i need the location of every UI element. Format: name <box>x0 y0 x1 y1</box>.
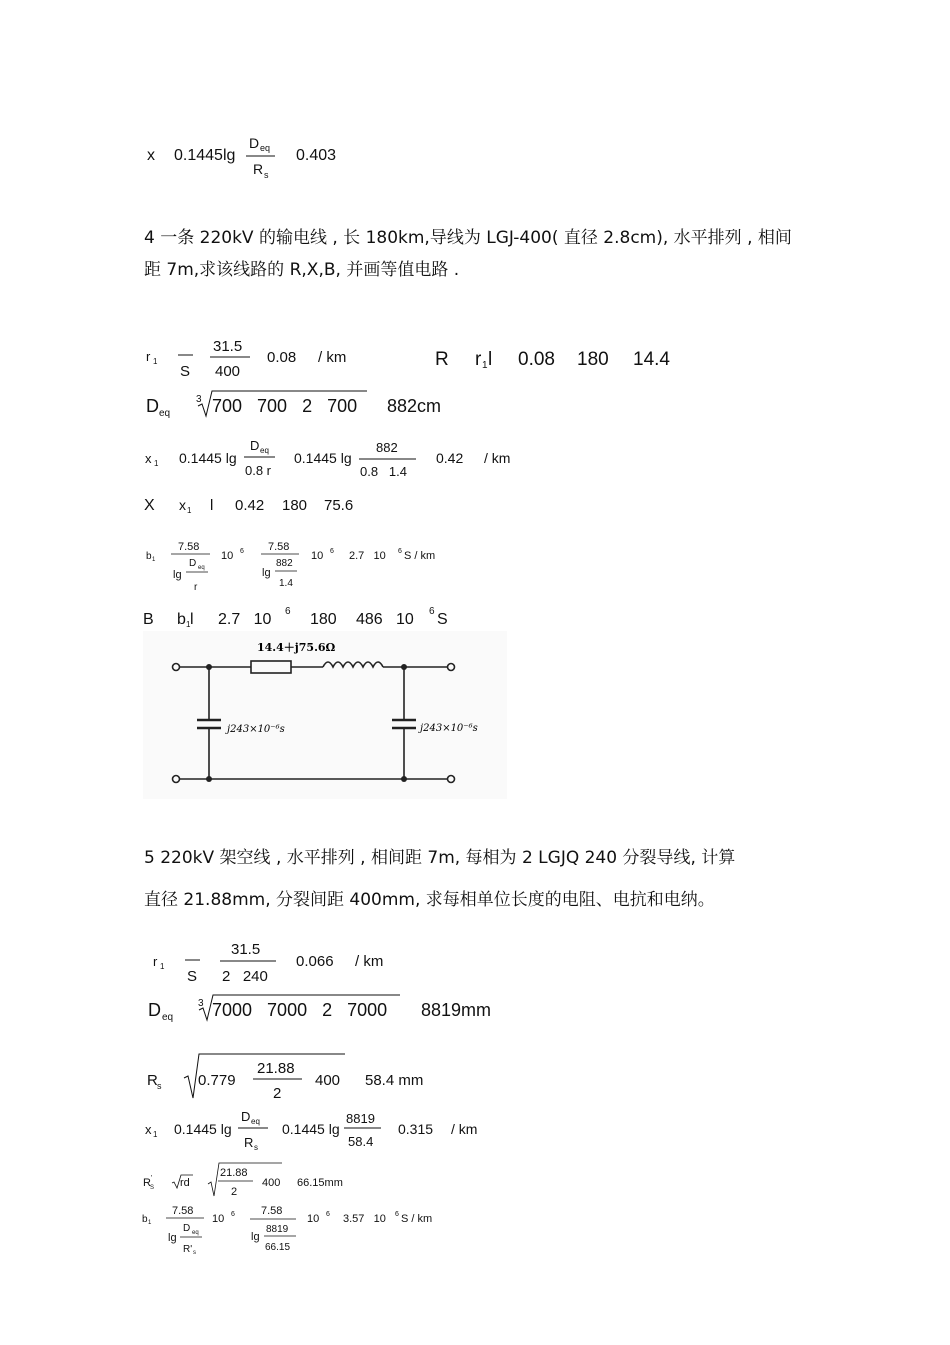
eq-num: 7.58 <box>268 541 290 553</box>
eq-value: 2.7 10 <box>349 550 386 562</box>
eq-unit: / km <box>355 953 384 970</box>
eq-coef: 0.1445 lg <box>179 450 237 466</box>
eq-num: 21.88 <box>257 1060 295 1077</box>
eq-unit: S / km <box>401 1213 433 1225</box>
eq-value: 882cm <box>387 396 442 416</box>
eq-lhs-sub: 1 <box>153 357 158 366</box>
eq-lhs: r <box>146 349 151 364</box>
eq-lhs-sub: 1 <box>153 1130 158 1139</box>
formula-den-sub: s <box>264 170 269 180</box>
eq-radicand: 7000 7000 2 7000 <box>212 1000 388 1020</box>
eq-l: l <box>210 497 214 514</box>
eq-den: R <box>244 1135 254 1150</box>
eq-exponent: 6 <box>240 548 244 555</box>
eq-unit: / km <box>484 450 511 466</box>
eq-lhs-sub: S <box>150 1185 155 1191</box>
root-index: 3 <box>198 998 204 1009</box>
eq-lhs: R <box>143 1177 151 1189</box>
eq-r-sub: 1 <box>482 360 488 371</box>
eq-l: l <box>488 349 493 370</box>
eq-num: D <box>189 558 197 569</box>
eq-num: D <box>250 438 260 453</box>
eq-lhs-sub: 1 <box>152 557 156 563</box>
eq-term: 180 <box>310 611 337 628</box>
eq-rd: rd <box>180 1177 190 1189</box>
eq-lhs: b <box>146 551 152 562</box>
eq-num: 8819 <box>266 1224 289 1235</box>
eq-unit: / km <box>318 349 347 366</box>
eq-den: 2 <box>273 1085 282 1102</box>
eq-p5-Rs-prime <box>143 1163 343 1198</box>
eq-den: 0.8 1.4 <box>360 464 407 479</box>
eq-x: x <box>179 497 186 513</box>
eq-radicand: 700 700 2 700 <box>212 396 358 416</box>
right-admittance-label: j243×10⁻⁶s <box>420 723 478 734</box>
eq-value: 0.315 <box>398 1121 434 1137</box>
eq-num-sub: eq <box>198 565 205 571</box>
eq-l: l <box>190 611 194 628</box>
eq-den-s: S <box>180 363 191 380</box>
eq-coef: 0.1445 lg <box>174 1121 232 1137</box>
eq-coef: 0.1445 lg <box>294 450 352 466</box>
eq-b: b <box>177 611 186 628</box>
eq-exponent: 6 <box>429 606 435 617</box>
eq-lhs: D <box>146 396 159 416</box>
eq-term: 180 <box>282 497 308 514</box>
eq-num: 882 <box>376 440 398 455</box>
eq-num-sub: eq <box>260 446 269 455</box>
eq-lhs: x <box>145 1122 152 1137</box>
eq-den: 0.8 r <box>245 463 272 478</box>
eq-p5-r1 <box>153 941 383 985</box>
eq-den-sub: s <box>254 1143 258 1152</box>
eq-value: 75.6 <box>324 497 354 514</box>
eq-unit: S / km <box>404 550 436 562</box>
eq-value: 58.4 mm <box>365 1072 424 1089</box>
formula-num-sub: eq <box>260 143 271 153</box>
left-admittance-label: j243×10⁻⁶s <box>227 724 285 735</box>
eq-den: 2 240 <box>222 968 268 985</box>
eq-num: D <box>241 1109 251 1124</box>
impedance-label: 14.4＋j75.6Ω <box>257 641 336 654</box>
eq-term: 0.779 <box>198 1072 236 1089</box>
eq-lhs-sub: eq <box>162 1012 174 1023</box>
eq-lg: lg <box>173 569 182 581</box>
eq-r: r <box>475 349 482 370</box>
eq-lhs: D <box>148 1000 161 1020</box>
eq-num: 8819 <box>346 1111 375 1126</box>
eq-den: 2 <box>231 1186 238 1198</box>
eq-lg: lg <box>251 1231 260 1243</box>
formula-den: R <box>253 161 264 177</box>
problem-4-line-2: 距 7m,求该线路的 R,X,B, 并画等值电路 . <box>144 260 460 280</box>
eq-num: 31.5 <box>213 338 243 355</box>
eq-num-sub: eq <box>192 1230 199 1236</box>
eq-lhs-sup: ' <box>151 1175 153 1182</box>
eq-lhs: R <box>147 1072 158 1089</box>
eq-power: 10 <box>307 1213 320 1225</box>
eq-den: 66.15 <box>265 1242 291 1253</box>
eq-num: 7.58 <box>261 1205 283 1217</box>
eq-value: 486 10 <box>356 611 414 628</box>
eq-den-s: S <box>187 968 198 985</box>
formula-coef: 0.1445lg <box>174 147 236 164</box>
problem-5-line-2: 直径 21.88mm, 分裂间距 400mm, 求每相单位长度的电阻、电抗和电纳。 <box>144 890 715 910</box>
eq-unit: / km <box>451 1121 478 1137</box>
eq-power: 10 <box>311 550 324 562</box>
eq-lhs: x <box>145 451 152 466</box>
eq-value: 8819mm <box>421 1000 492 1020</box>
eq-den: 1.4 <box>279 578 293 589</box>
eq-den: r <box>194 582 198 593</box>
eq-term: 0.08 <box>518 349 555 370</box>
eq-num-sub: eq <box>251 1117 260 1126</box>
eq-lhs-sub: 1 <box>148 1220 152 1226</box>
eq-b-sub: 1 <box>186 620 191 629</box>
problem-5-line-1: 5 220kV 架空线 , 水平排列 , 相间距 7m, 每相为 2 LGJQ 240 分裂导线, 计算 <box>144 848 736 868</box>
eq-exponent: 6 <box>398 548 402 555</box>
eq-lhs: B <box>143 611 154 628</box>
eq-lhs: R <box>435 349 449 370</box>
eq-x-sub: 1 <box>187 506 192 515</box>
eq-num: 7.58 <box>178 541 200 553</box>
eq-lhs-sub: eq <box>159 408 171 419</box>
formula-result: 0.403 <box>296 147 337 164</box>
eq-num: 31.5 <box>231 941 261 958</box>
eq-term: 180 <box>577 349 609 370</box>
eq-lg: lg <box>168 1232 177 1244</box>
eq-lhs-sub: s <box>157 1081 162 1091</box>
eq-den: 400 <box>215 363 241 380</box>
eq-num: 882 <box>276 558 293 569</box>
formula-x-symbol: x <box>147 147 155 164</box>
eq-unit: S <box>437 611 448 628</box>
eq-lhs-sub: 1 <box>160 962 165 971</box>
eq-lg: lg <box>262 567 271 579</box>
eq-coef: 0.1445 lg <box>282 1121 340 1137</box>
eq-den-sub: s <box>193 1250 196 1256</box>
eq-num: 21.88 <box>220 1167 248 1179</box>
eq-term: 2.7 10 <box>218 611 272 628</box>
eq-value: 3.57 10 <box>343 1213 386 1225</box>
eq-lhs: b <box>142 1214 148 1225</box>
eq-exponent: 6 <box>285 606 291 617</box>
eq-den: 58.4 <box>348 1134 374 1149</box>
eq-p5-Rs <box>147 1054 423 1102</box>
eq-value: 66.15mm <box>297 1177 343 1189</box>
eq-value: 14.4 <box>633 349 670 370</box>
eq-power: 10 <box>221 550 234 562</box>
formula-num: D <box>249 135 260 151</box>
eq-term: 400 <box>315 1072 341 1089</box>
eq-exponent: 6 <box>330 548 334 555</box>
eq-p5-x1 <box>145 1109 477 1152</box>
eq-num: D <box>183 1223 191 1234</box>
root-index: 3 <box>196 394 202 405</box>
eq-value: 0.42 <box>436 450 464 466</box>
problem-4-line-1: 4 一条 220kV 的输电线 , 长 180km,导线为 LGJ-400( 直径 2.8cm), 水平排列 , 相间 <box>144 228 792 248</box>
eq-num: 7.58 <box>172 1205 194 1217</box>
eq-lhs: r <box>153 954 158 969</box>
eq-lhs-sub: 1 <box>154 459 159 468</box>
eq-exponent: 6 <box>326 1211 330 1218</box>
eq-term: 400 <box>262 1177 281 1189</box>
eq-exponent: 6 <box>231 1211 235 1218</box>
eq-p5-Deq <box>148 995 491 1023</box>
eq-value: 0.066 <box>296 953 334 970</box>
eq-term: 0.42 <box>235 497 265 514</box>
eq-lhs: X <box>144 497 155 514</box>
eq-p5-b1 <box>142 1205 432 1256</box>
eq-value: 0.08 <box>267 349 297 366</box>
eq-den: R' <box>183 1244 193 1255</box>
eq-exponent: 6 <box>395 1211 399 1218</box>
eq-power: 10 <box>212 1213 225 1225</box>
